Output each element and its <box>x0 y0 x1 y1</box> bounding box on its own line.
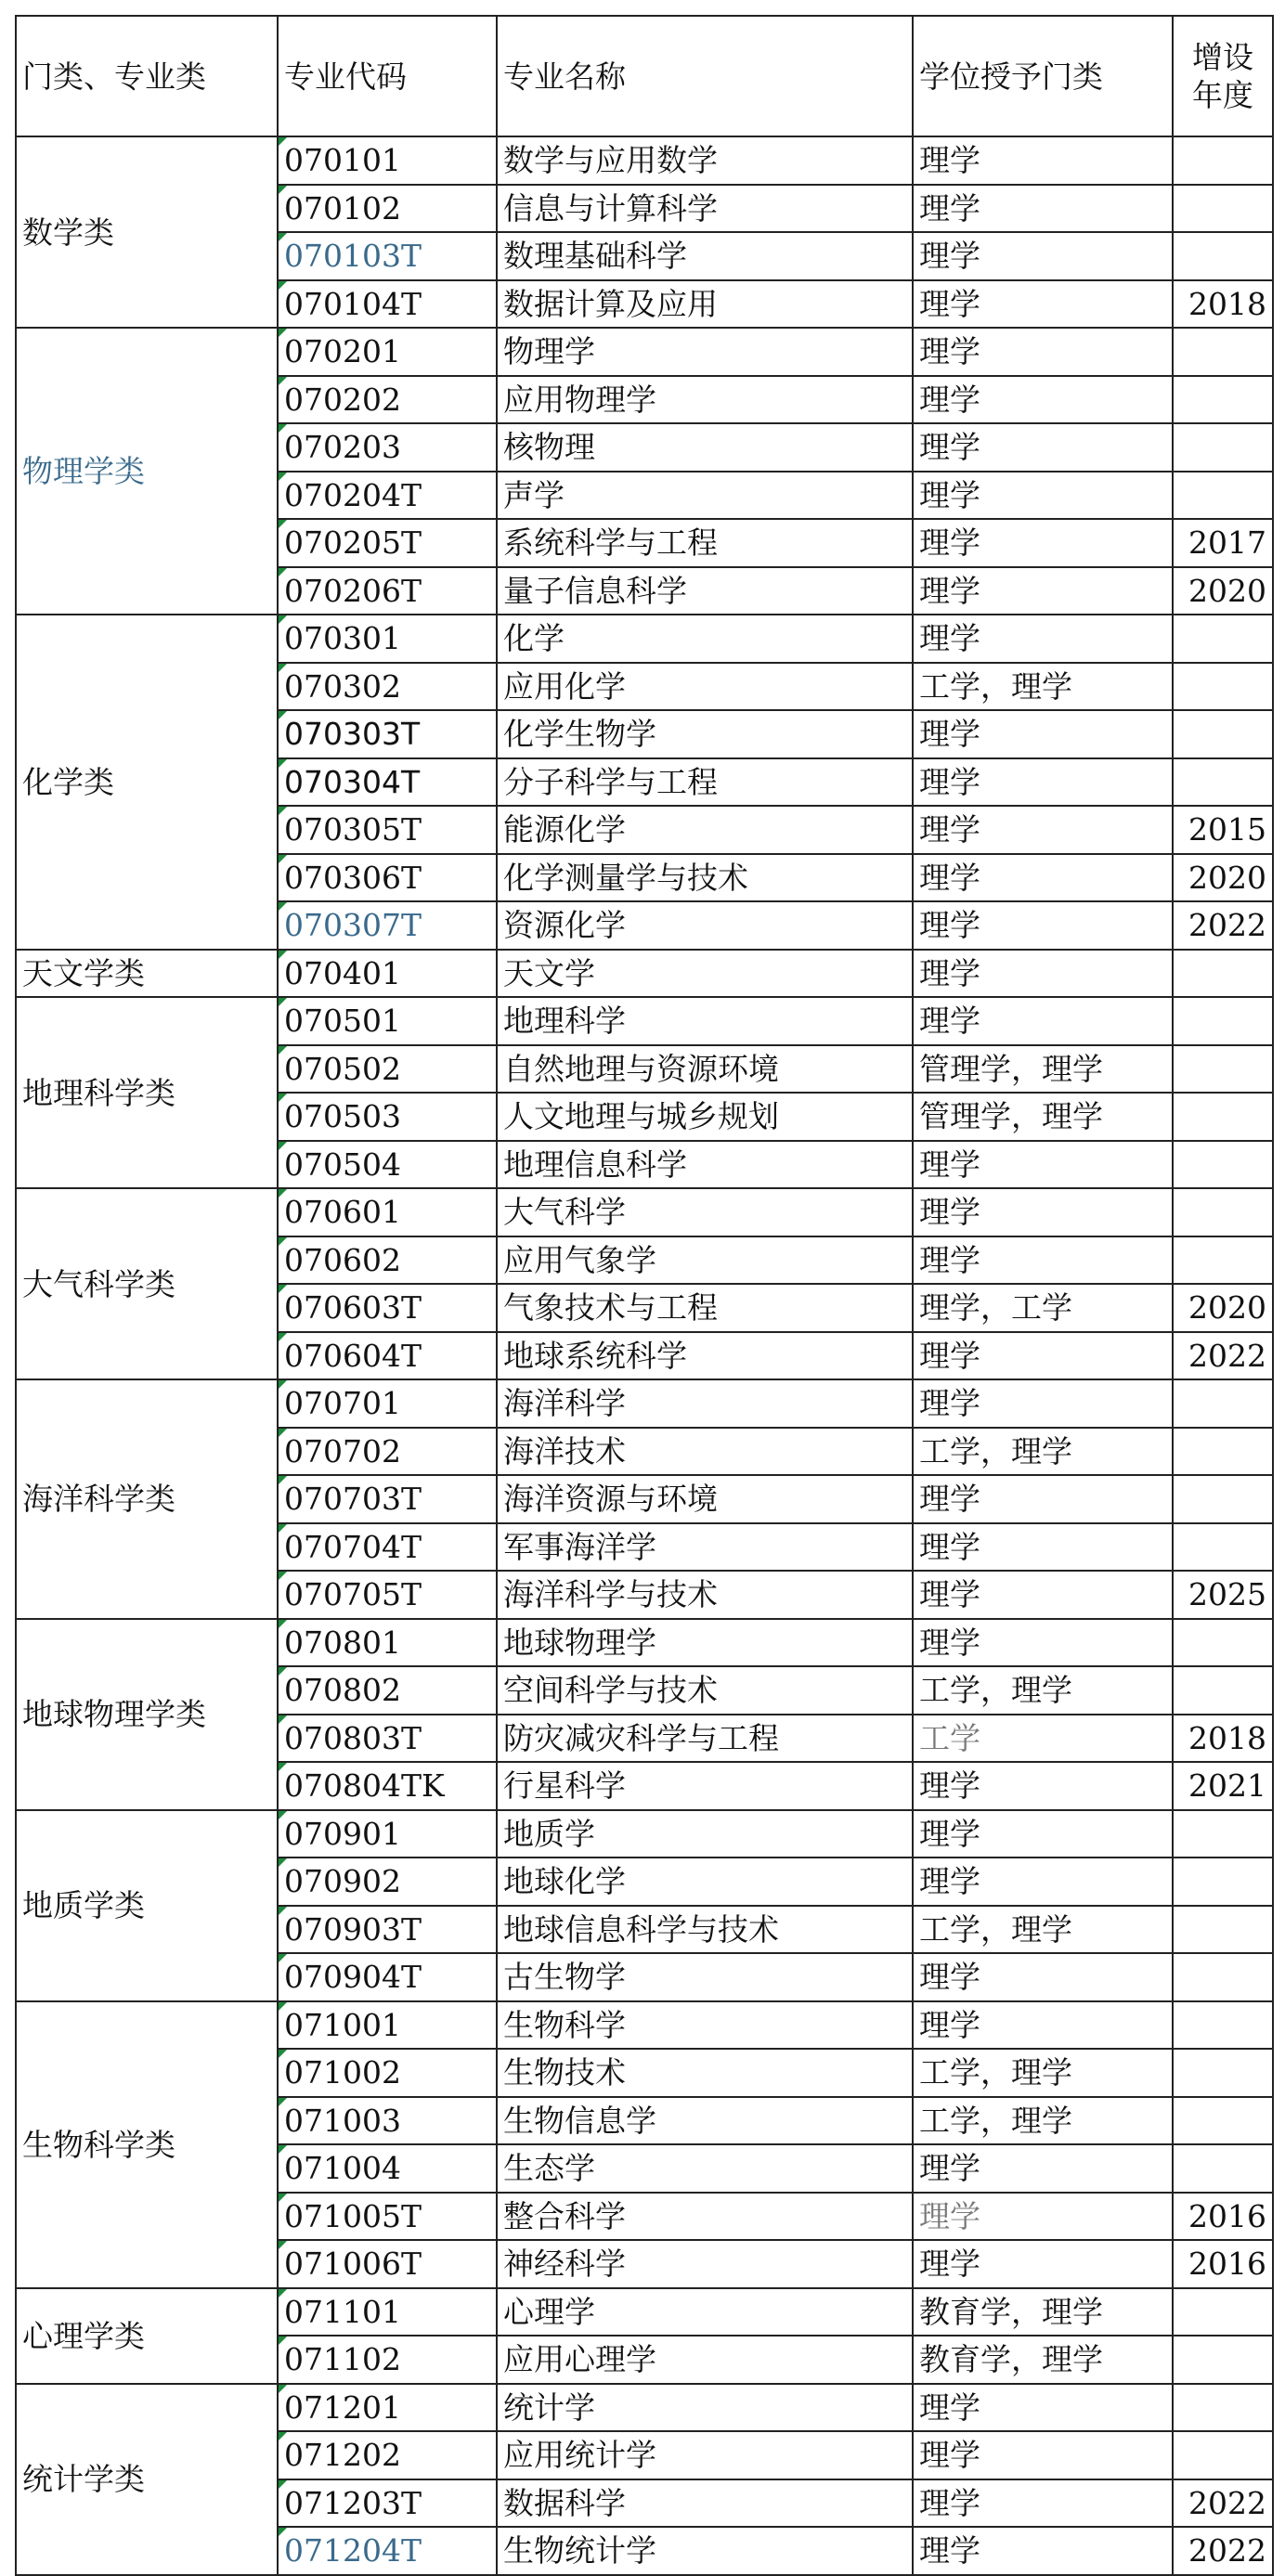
table-row <box>16 1810 1273 1858</box>
year-cell <box>1173 472 1273 520</box>
name-cell: 海洋资源与环境 <box>497 1475 913 1523</box>
name-cell: 化学 <box>497 615 913 663</box>
code-cell: 070701 <box>278 1379 497 1428</box>
table-row <box>16 2001 1273 2050</box>
year-cell: 2022 <box>1173 2479 1273 2528</box>
degree-cell: 理学 <box>913 519 1173 567</box>
name-cell: 海洋科学 <box>497 1379 913 1428</box>
degree-cell: 工学，理学 <box>913 2097 1173 2145</box>
code-cell: 070104T <box>278 280 497 329</box>
name-cell: 地理科学 <box>497 997 913 1045</box>
category-cell: 统计学类 <box>16 2384 278 2575</box>
name-cell: 心理学 <box>497 2288 913 2337</box>
name-cell: 系统科学与工程 <box>497 519 913 567</box>
code-cell: 071101 <box>278 2288 497 2337</box>
year-cell: 2020 <box>1173 854 1273 902</box>
degree-cell: 工学，理学 <box>913 1666 1173 1715</box>
table-row <box>16 950 1273 998</box>
code-cell: 070504 <box>278 1141 497 1189</box>
code-cell: 071002 <box>278 2049 497 2097</box>
name-cell: 数理基础科学 <box>497 232 913 280</box>
year-cell: 2022 <box>1173 1332 1273 1380</box>
degree-cell: 理学 <box>913 950 1173 998</box>
category-cell: 天文学类 <box>16 950 278 998</box>
degree-cell: 理学 <box>913 1188 1173 1236</box>
name-cell: 海洋技术 <box>497 1428 913 1476</box>
header-row <box>16 16 1273 136</box>
name-cell: 数学与应用数学 <box>497 136 913 185</box>
degree-cell: 理学 <box>913 2431 1173 2479</box>
year-cell <box>1173 1666 1273 1715</box>
degree-cell: 理学 <box>913 1523 1173 1572</box>
header-category: 门类、专业类 <box>16 16 278 136</box>
degree-cell: 理学，工学 <box>913 1284 1173 1332</box>
degree-cell: 工学，理学 <box>913 1428 1173 1476</box>
name-cell: 气象技术与工程 <box>497 1284 913 1332</box>
name-cell: 量子信息科学 <box>497 567 913 615</box>
category-cell: 心理学类 <box>16 2288 278 2384</box>
code-cell: 071204T <box>278 2527 497 2575</box>
year-cell <box>1173 1953 1273 2001</box>
name-cell: 生态学 <box>497 2144 913 2193</box>
code-cell: 070101 <box>278 136 497 185</box>
year-cell <box>1173 2049 1273 2097</box>
name-cell: 地球化学 <box>497 1858 913 1906</box>
code-cell: 070601 <box>278 1188 497 1236</box>
code-cell: 070502 <box>278 1045 497 1094</box>
degree-cell: 理学 <box>913 997 1173 1045</box>
degree-cell: 理学 <box>913 1619 1173 1667</box>
degree-cell: 管理学，理学 <box>913 1093 1173 1141</box>
code-cell: 070503 <box>278 1093 497 1141</box>
code-cell: 070802 <box>278 1666 497 1715</box>
year-cell <box>1173 1428 1273 1476</box>
header-name: 专业名称 <box>497 16 913 136</box>
header-code: 专业代码 <box>278 16 497 136</box>
degree-cell: 理学 <box>913 1571 1173 1619</box>
degree-cell: 工学，理学 <box>913 2049 1173 2097</box>
year-cell: 2018 <box>1173 280 1273 329</box>
year-cell <box>1173 1906 1273 1954</box>
code-cell: 070305T <box>278 806 497 854</box>
degree-cell: 理学 <box>913 854 1173 902</box>
degree-cell: 理学 <box>913 376 1173 424</box>
degree-cell: 理学 <box>913 136 1173 185</box>
name-cell: 地球物理学 <box>497 1619 913 1667</box>
name-cell: 整合科学 <box>497 2193 913 2241</box>
name-cell: 生物科学 <box>497 2001 913 2050</box>
degree-cell: 理学 <box>913 615 1173 663</box>
table-row <box>16 1619 1273 1667</box>
name-cell: 信息与计算科学 <box>497 185 913 233</box>
name-cell: 自然地理与资源环境 <box>497 1045 913 1094</box>
code-cell: 070705T <box>278 1571 497 1619</box>
table-row <box>16 328 1273 376</box>
name-cell: 应用气象学 <box>497 1236 913 1285</box>
code-cell: 070302 <box>278 663 497 711</box>
name-cell: 核物理 <box>497 423 913 472</box>
code-cell: 070202 <box>278 376 497 424</box>
degree-cell: 理学 <box>913 2001 1173 2050</box>
degree-cell: 理学 <box>913 567 1173 615</box>
table-row <box>16 1379 1273 1428</box>
degree-cell: 理学 <box>913 1236 1173 1285</box>
name-cell: 生物统计学 <box>497 2527 913 2575</box>
code-cell: 071001 <box>278 2001 497 2050</box>
name-cell: 化学测量学与技术 <box>497 854 913 902</box>
degree-cell: 理学 <box>913 1858 1173 1906</box>
degree-cell: 理学 <box>913 1475 1173 1523</box>
code-cell: 071203T <box>278 2479 497 2528</box>
name-cell: 分子科学与工程 <box>497 758 913 807</box>
year-cell <box>1173 1810 1273 1858</box>
year-cell <box>1173 1188 1273 1236</box>
table-row <box>16 615 1273 663</box>
degree-cell: 理学 <box>913 472 1173 520</box>
degree-cell: 理学 <box>913 2240 1173 2288</box>
table-row <box>16 1188 1273 1236</box>
degree-cell: 理学 <box>913 1332 1173 1380</box>
name-cell: 生物技术 <box>497 2049 913 2097</box>
code-cell: 070604T <box>278 1332 497 1380</box>
name-cell: 地理信息科学 <box>497 1141 913 1189</box>
name-cell: 物理学 <box>497 328 913 376</box>
degree-cell: 理学 <box>913 1953 1173 2001</box>
name-cell: 地球信息科学与技术 <box>497 1906 913 1954</box>
year-cell <box>1173 136 1273 185</box>
year-cell <box>1173 2288 1273 2337</box>
name-cell: 能源化学 <box>497 806 913 854</box>
degree-cell: 理学 <box>913 280 1173 329</box>
code-cell: 070103T <box>278 232 497 280</box>
code-cell: 070602 <box>278 1236 497 1285</box>
category-cell: 数学类 <box>16 136 278 328</box>
year-cell <box>1173 328 1273 376</box>
name-cell: 地球系统科学 <box>497 1332 913 1380</box>
year-cell <box>1173 185 1273 233</box>
code-cell: 070205T <box>278 519 497 567</box>
table-row <box>16 136 1273 185</box>
code-cell: 070301 <box>278 615 497 663</box>
major-catalog-table <box>15 15 1274 2576</box>
degree-cell: 理学 <box>913 2527 1173 2575</box>
name-cell: 生物信息学 <box>497 2097 913 2145</box>
degree-cell: 理学 <box>913 328 1173 376</box>
year-cell: 2021 <box>1173 1762 1273 1810</box>
year-cell <box>1173 663 1273 711</box>
code-cell: 070801 <box>278 1619 497 1667</box>
degree-cell: 理学 <box>913 2384 1173 2432</box>
name-cell: 大气科学 <box>497 1188 913 1236</box>
year-cell <box>1173 1858 1273 1906</box>
header-year: 增设年度 <box>1173 16 1273 136</box>
code-cell: 070902 <box>278 1858 497 1906</box>
table-row <box>16 2288 1273 2337</box>
table-body <box>16 136 1273 2575</box>
code-cell: 070904T <box>278 1953 497 2001</box>
code-cell: 070803T <box>278 1715 497 1763</box>
year-cell: 2022 <box>1173 901 1273 950</box>
year-cell: 2016 <box>1173 2193 1273 2241</box>
degree-cell: 理学 <box>913 1810 1173 1858</box>
category-cell: 地理科学类 <box>16 997 278 1188</box>
code-cell: 070401 <box>278 950 497 998</box>
year-cell <box>1173 758 1273 807</box>
name-cell: 天文学 <box>497 950 913 998</box>
name-cell: 统计学 <box>497 2384 913 2432</box>
degree-cell: 理学 <box>913 232 1173 280</box>
category-cell: 海洋科学类 <box>16 1379 278 1619</box>
code-cell: 070102 <box>278 185 497 233</box>
code-cell: 070303T <box>278 710 497 758</box>
year-cell: 2025 <box>1173 1571 1273 1619</box>
degree-cell: 理学 <box>913 710 1173 758</box>
name-cell: 人文地理与城乡规划 <box>497 1093 913 1141</box>
name-cell: 数据科学 <box>497 2479 913 2528</box>
name-cell: 古生物学 <box>497 1953 913 2001</box>
code-cell: 071006T <box>278 2240 497 2288</box>
year-cell <box>1173 2336 1273 2384</box>
year-cell: 2016 <box>1173 2240 1273 2288</box>
degree-cell: 理学 <box>913 2193 1173 2241</box>
code-cell: 070704T <box>278 1523 497 1572</box>
name-cell: 军事海洋学 <box>497 1523 913 1572</box>
degree-cell: 理学 <box>913 901 1173 950</box>
code-cell: 070306T <box>278 854 497 902</box>
degree-cell: 工学 <box>913 1715 1173 1763</box>
year-cell <box>1173 710 1273 758</box>
year-cell <box>1173 2431 1273 2479</box>
year-cell <box>1173 1619 1273 1667</box>
code-cell: 071004 <box>278 2144 497 2193</box>
code-cell: 070901 <box>278 1810 497 1858</box>
code-cell: 070804TK <box>278 1762 497 1810</box>
degree-cell: 工学，理学 <box>913 663 1173 711</box>
year-cell: 2020 <box>1173 1284 1273 1332</box>
category-cell: 大气科学类 <box>16 1188 278 1379</box>
name-cell: 海洋科学与技术 <box>497 1571 913 1619</box>
year-cell <box>1173 2144 1273 2193</box>
year-cell <box>1173 2384 1273 2432</box>
code-cell: 070304T <box>278 758 497 807</box>
name-cell: 化学生物学 <box>497 710 913 758</box>
code-cell: 071201 <box>278 2384 497 2432</box>
year-cell <box>1173 2097 1273 2145</box>
table-row <box>16 997 1273 1045</box>
year-cell <box>1173 1045 1273 1094</box>
year-cell <box>1173 950 1273 998</box>
name-cell: 神经科学 <box>497 2240 913 2288</box>
year-cell <box>1173 997 1273 1045</box>
category-cell: 物理学类 <box>16 328 278 615</box>
degree-cell: 理学 <box>913 2479 1173 2528</box>
category-cell: 地质学类 <box>16 1810 278 2001</box>
year-cell <box>1173 423 1273 472</box>
category-cell: 地球物理学类 <box>16 1619 278 1810</box>
year-cell: 2020 <box>1173 567 1273 615</box>
year-cell <box>1173 615 1273 663</box>
code-cell: 070603T <box>278 1284 497 1332</box>
degree-cell: 理学 <box>913 1762 1173 1810</box>
degree-cell: 工学，理学 <box>913 1906 1173 1954</box>
header-degree: 学位授予门类 <box>913 16 1173 136</box>
year-cell: 2018 <box>1173 1715 1273 1763</box>
category-cell: 化学类 <box>16 615 278 950</box>
name-cell: 资源化学 <box>497 901 913 950</box>
degree-cell: 教育学，理学 <box>913 2336 1173 2384</box>
name-cell: 声学 <box>497 472 913 520</box>
degree-cell: 管理学，理学 <box>913 1045 1173 1094</box>
year-cell <box>1173 2001 1273 2050</box>
degree-cell: 教育学，理学 <box>913 2288 1173 2337</box>
code-cell: 070703T <box>278 1475 497 1523</box>
name-cell: 应用心理学 <box>497 2336 913 2384</box>
name-cell: 行星科学 <box>497 1762 913 1810</box>
degree-cell: 理学 <box>913 1141 1173 1189</box>
year-cell: 2022 <box>1173 2527 1273 2575</box>
degree-cell: 理学 <box>913 806 1173 854</box>
code-cell: 070201 <box>278 328 497 376</box>
year-cell <box>1173 232 1273 280</box>
year-cell: 2015 <box>1173 806 1273 854</box>
name-cell: 地质学 <box>497 1810 913 1858</box>
code-cell: 070203 <box>278 423 497 472</box>
code-cell: 070501 <box>278 997 497 1045</box>
degree-cell: 理学 <box>913 2144 1173 2193</box>
degree-cell: 理学 <box>913 758 1173 807</box>
code-cell: 071005T <box>278 2193 497 2241</box>
code-cell: 071003 <box>278 2097 497 2145</box>
year-cell <box>1173 1093 1273 1141</box>
code-cell: 070903T <box>278 1906 497 1954</box>
name-cell: 防灾减灾科学与工程 <box>497 1715 913 1763</box>
year-cell <box>1173 1236 1273 1285</box>
name-cell: 应用化学 <box>497 663 913 711</box>
code-cell: 070206T <box>278 567 497 615</box>
code-cell: 071202 <box>278 2431 497 2479</box>
degree-cell: 理学 <box>913 423 1173 472</box>
year-cell <box>1173 1141 1273 1189</box>
year-cell <box>1173 1475 1273 1523</box>
code-cell: 070307T <box>278 901 497 950</box>
table-row <box>16 2384 1273 2432</box>
year-cell: 2017 <box>1173 519 1273 567</box>
code-cell: 070204T <box>278 472 497 520</box>
year-cell <box>1173 376 1273 424</box>
category-cell: 生物科学类 <box>16 2001 278 2288</box>
degree-cell: 理学 <box>913 1379 1173 1428</box>
degree-cell: 理学 <box>913 185 1173 233</box>
name-cell: 应用物理学 <box>497 376 913 424</box>
name-cell: 数据计算及应用 <box>497 280 913 329</box>
year-cell <box>1173 1379 1273 1428</box>
name-cell: 空间科学与技术 <box>497 1666 913 1715</box>
year-cell <box>1173 1523 1273 1572</box>
code-cell: 071102 <box>278 2336 497 2384</box>
name-cell: 应用统计学 <box>497 2431 913 2479</box>
code-cell: 070702 <box>278 1428 497 1476</box>
